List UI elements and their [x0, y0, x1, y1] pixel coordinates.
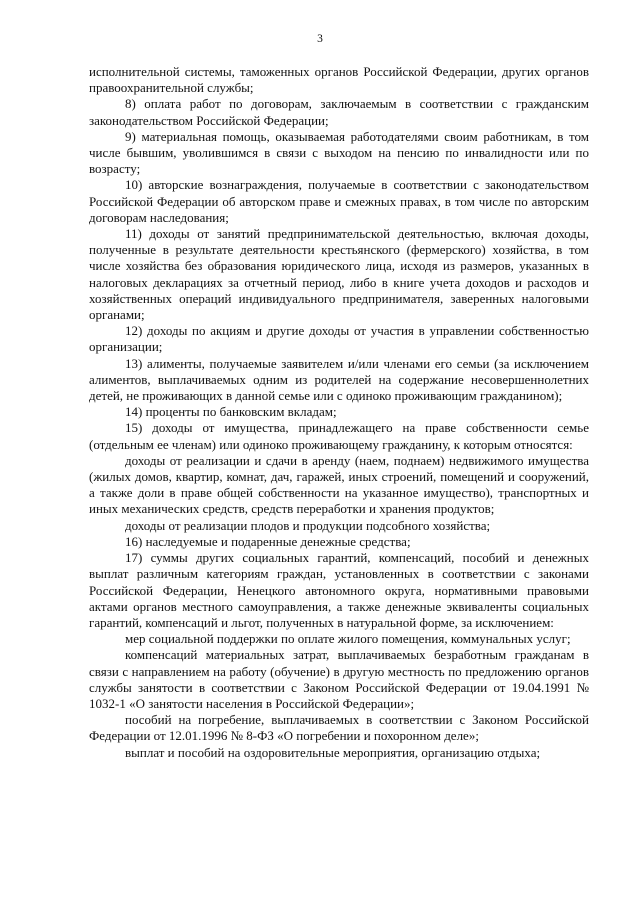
paragraph: компенсаций материальных затрат, выплачиваемых безработным гражданам в связи с направлением на работу (обучение) в другую местность по предложению органов службы занятости в соответствии с Законом Российской Федерации от 19.04.1991 № 1032-1 «О занятости населения в Российской Федерации»;	[89, 647, 589, 711]
paragraph: выплат и пособий на оздоровительные мероприятия, организацию отдыха;	[125, 744, 541, 760]
paragraph: 15) доходы от имущества, принадлежащего на праве собственности семье (отдельным ее членам) или одиноко проживающему гражданину, к которым относятся:	[89, 420, 589, 452]
paragraph: 16) наследуемые и подаренные денежные средства;	[125, 533, 411, 549]
paragraph: пособий на погребение, выплачиваемых в соответствии с Законом Российской Федерации от 12.01.1996 № 8-ФЗ «О погребении и похоронном деле»;	[89, 712, 589, 744]
paragraph: 13) алименты, получаемые заявителем и/или членами его семьи (за исключением алиментов, выплачиваемых одним из родителей на содержание несовершеннолетних детей, не проживающих в данной семье или с одиноко проживающим гражданином);	[89, 355, 589, 404]
paragraph: доходы от реализации плодов и продукции подсобного хозяйства;	[125, 517, 491, 533]
paragraph: 17) суммы других социальных гарантий, компенсаций, пособий и денежных выплат различным категориям граждан, установленных в соответствии с законами Российской Федерации, Ненецкого автономного округа, нормативными правовыми актами органов местного самоуправления, а также денежные эквиваленты социальных гарантий, компенсаций и льгот, полученных в натуральной форме, за исключением:	[89, 550, 589, 630]
paragraph: доходы от реализации и сдачи в аренду (наем, поднаем) недвижимого имущества (жилых домов, квартир, комнат, дач, гаражей, иных строений, помещений и сооружений, а также доли в праве общей собственности на указанное имущество), транспортных и иных механических средств, средств переработки и хранения продуктов;	[89, 452, 589, 517]
paragraph: 14) проценты по банковским вкладам;	[125, 404, 337, 420]
paragraph: 11) доходы от занятий предпринимательской деятельностью, включая доходы, полученные в результате деятельности крестьянского (фермерского) хозяйства, в том числе хозяйства без образования юридического лица, исходя из размеров, указанных в налоговых декларациях за отчетный период, либо в книге учета доходов и расходов и хозяйственных операций индивидуального предпринимателя, заверенных налоговыми органами;	[89, 226, 589, 323]
paragraph: исполнительной системы, таможенных органов Российской Федерации, других органов правоохранительной службы;	[89, 64, 589, 96]
paragraph: 12) доходы по акциям и другие доходы от участия в управлении собственностью организации;	[89, 323, 589, 355]
paragraph: 8) оплата работ по договорам, заключаемым в соответствии с гражданским законодательством Российской Федерации;	[89, 96, 589, 128]
page-number: 3	[317, 33, 323, 45]
paragraph: мер социальной поддержки по оплате жилого помещения, коммунальных услуг;	[125, 631, 571, 647]
paragraph: 9) материальная помощь, оказываемая работодателями своим работникам, в том числе бывшим, уволившимся в связи с выходом на пенсию по инвалидности или по возрасту;	[89, 128, 589, 177]
document-body	[89, 64, 589, 761]
paragraph: 10) авторские вознаграждения, получаемые в соответствии с законодательством Российской Федерации об авторском праве и смежных правах, в том числе по авторским договорам наследования;	[89, 177, 589, 225]
